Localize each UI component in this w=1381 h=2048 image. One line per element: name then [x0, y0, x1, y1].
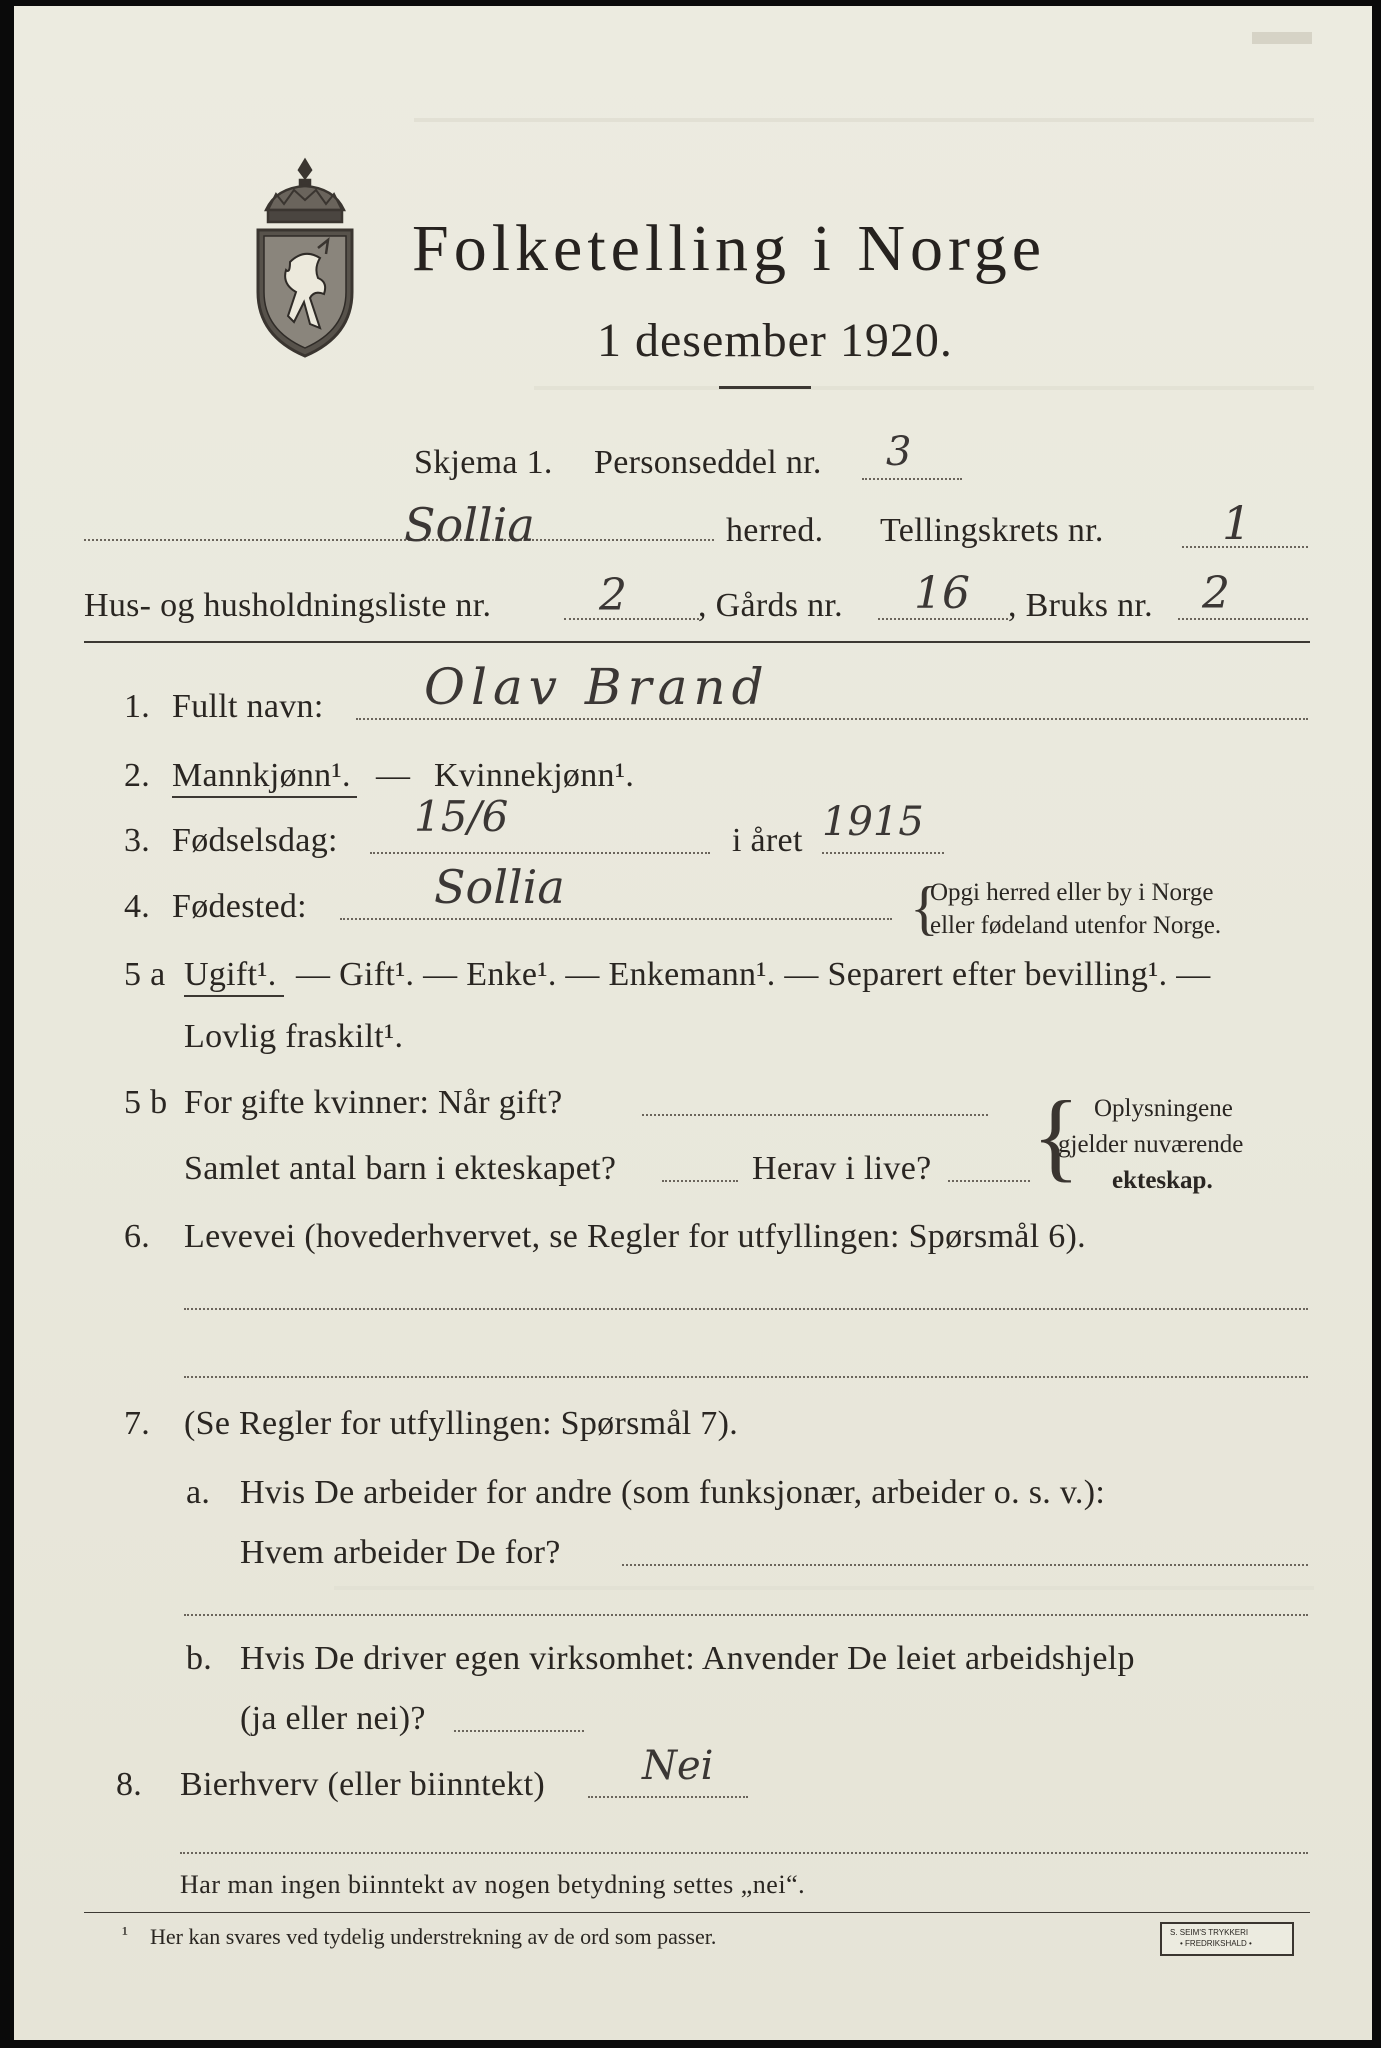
- q1-number: 1.: [124, 688, 151, 725]
- q5b-gift-line: [642, 1114, 988, 1116]
- tellingskrets-label: Tellingskrets nr.: [880, 512, 1104, 549]
- footnote-mark: ¹: [122, 1923, 128, 1945]
- personseddel-line: [862, 478, 962, 480]
- herred-label: herred.: [726, 512, 824, 549]
- q2-number: 2.: [124, 757, 151, 794]
- q3-year-value: 1915: [822, 799, 924, 845]
- q6-number: 6.: [124, 1218, 151, 1255]
- hus-line: [564, 618, 699, 620]
- q2-mann: Mannkjønn¹.: [172, 757, 351, 794]
- hus-label: Hus- og husholdningsliste nr.: [84, 587, 492, 624]
- bruks-label: , Bruks nr.: [1008, 587, 1153, 624]
- q7b-line-answer: [454, 1730, 584, 1732]
- hus-value: 2: [599, 570, 627, 621]
- q3-year-label: i året: [732, 822, 803, 859]
- personseddel-value: 3: [886, 429, 912, 475]
- q4-label: Fødested:: [172, 888, 307, 925]
- bruks-line: [1178, 618, 1308, 620]
- q5b-barn-line: [662, 1180, 738, 1182]
- q7b-letter: b.: [186, 1640, 213, 1677]
- q7b-line2: (ja eller nei)?: [240, 1700, 426, 1737]
- q1-value: Olav Brand: [424, 658, 770, 716]
- footnote-text: Her kan svares ved tydelig understrekning av de ord som passer.: [150, 1924, 717, 1949]
- q5b-note-line1: Oplysningene: [1094, 1095, 1233, 1122]
- q7b-line1: Hvis De driver egen virksomhet: Anvender De leiet arbeidshjelp: [240, 1640, 1135, 1677]
- q5a-number: 5 a: [124, 956, 166, 993]
- q4-number: 4.: [124, 888, 151, 925]
- q4-value: Sollia: [434, 860, 565, 914]
- q7a-line2: Hvem arbeider De for?: [240, 1534, 561, 1571]
- q3-label: Fødselsdag:: [172, 822, 338, 859]
- q8-number: 8.: [116, 1766, 143, 1803]
- tellingskrets-value: 1: [1222, 496, 1252, 550]
- q5b-line2a: Samlet antal barn i ekteskapet?: [184, 1150, 617, 1187]
- title-divider: [719, 386, 811, 389]
- q2-separator: —: [376, 757, 411, 794]
- skjema-label: Skjema 1.: [414, 444, 553, 481]
- q6-line2: [184, 1376, 1308, 1378]
- q4-note-line2: eller fødeland utenfor Norge.: [930, 912, 1222, 939]
- q7a-line1: Hvis De arbeider for andre (som funksjonær, arbeider o. s. v.):: [240, 1474, 1106, 1511]
- q5b-note-line3: ekteskap.: [1112, 1167, 1213, 1194]
- q4-note-line1: Opgi herred eller by i Norge: [930, 879, 1214, 906]
- q5a-ugift-underline: [184, 995, 284, 997]
- form-title: Folketelling i Norge: [412, 212, 1047, 285]
- herred-value: Sollia: [404, 498, 535, 552]
- personseddel-label: Personseddel nr.: [594, 444, 822, 481]
- q1-label: Fullt navn:: [172, 688, 324, 725]
- q5b-line2b: Herav i live?: [752, 1150, 932, 1187]
- q7a-letter: a.: [186, 1474, 211, 1511]
- bruks-value: 2: [1202, 568, 1230, 619]
- header-divider: [84, 641, 1310, 643]
- q8-label: Bierhverv (eller biinntekt): [180, 1766, 545, 1803]
- q8-line2: [180, 1852, 1308, 1854]
- footer-divider: [84, 1912, 1310, 1913]
- q4-line: [340, 918, 892, 920]
- q7-label: (Se Regler for utfyllingen: Spørsmål 7).: [184, 1405, 739, 1442]
- norway-coat-of-arms-icon: [246, 152, 364, 362]
- q5b-number: 5 b: [124, 1084, 168, 1121]
- q5b-note-line2: gjelder nuværende: [1058, 1131, 1244, 1158]
- q3-line: [370, 852, 710, 854]
- gards-label: , Gårds nr.: [698, 587, 843, 624]
- printer-stamp: [1160, 1922, 1294, 1956]
- gards-value: 16: [914, 568, 970, 619]
- q6-label: Levevei (hovederhvervet, se Regler for utfyllingen: Spørsmål 6).: [184, 1218, 1086, 1255]
- q2-mann-underline: [172, 796, 357, 798]
- footer-note: Har man ingen biinntekt av nogen betydning settes „nei“.: [180, 1870, 806, 1899]
- q8-value: Nei: [642, 1743, 714, 1789]
- q2-kvinne: Kvinnekjønn¹.: [434, 757, 635, 794]
- q5a-options: — Gift¹. — Enke¹. — Enkemann¹. — Separert efter bevilling¹. —: [296, 956, 1211, 993]
- q7a-line-answer1: [622, 1564, 1308, 1566]
- q3-year-line: [822, 852, 944, 854]
- q5b-live-line: [948, 1180, 1030, 1182]
- q5a-ugift: Ugift¹.: [184, 956, 277, 993]
- q5b-brace: {: [1032, 1080, 1080, 1191]
- q5b-line1: For gifte kvinner: Når gift?: [184, 1084, 563, 1121]
- q1-line: [356, 718, 1308, 720]
- q6-line1: [184, 1308, 1308, 1310]
- herred-line: [84, 539, 714, 541]
- q5a-line2: Lovlig fraskilt¹.: [184, 1018, 404, 1055]
- form-date: 1 desember 1920.: [597, 314, 953, 367]
- q7a-line-answer2: [184, 1614, 1308, 1616]
- q7-number: 7.: [124, 1405, 151, 1442]
- q3-value: 15/6: [414, 792, 509, 841]
- stamp-line1: S. SEIM'S TRYKKERI: [1170, 1928, 1249, 1937]
- q4-brace: {: [910, 875, 939, 941]
- census-form: [14, 6, 1372, 2040]
- q8-line: [588, 1796, 748, 1798]
- stamp-line2: • FREDRIKSHALD •: [1180, 1939, 1252, 1948]
- q3-number: 3.: [124, 822, 151, 859]
